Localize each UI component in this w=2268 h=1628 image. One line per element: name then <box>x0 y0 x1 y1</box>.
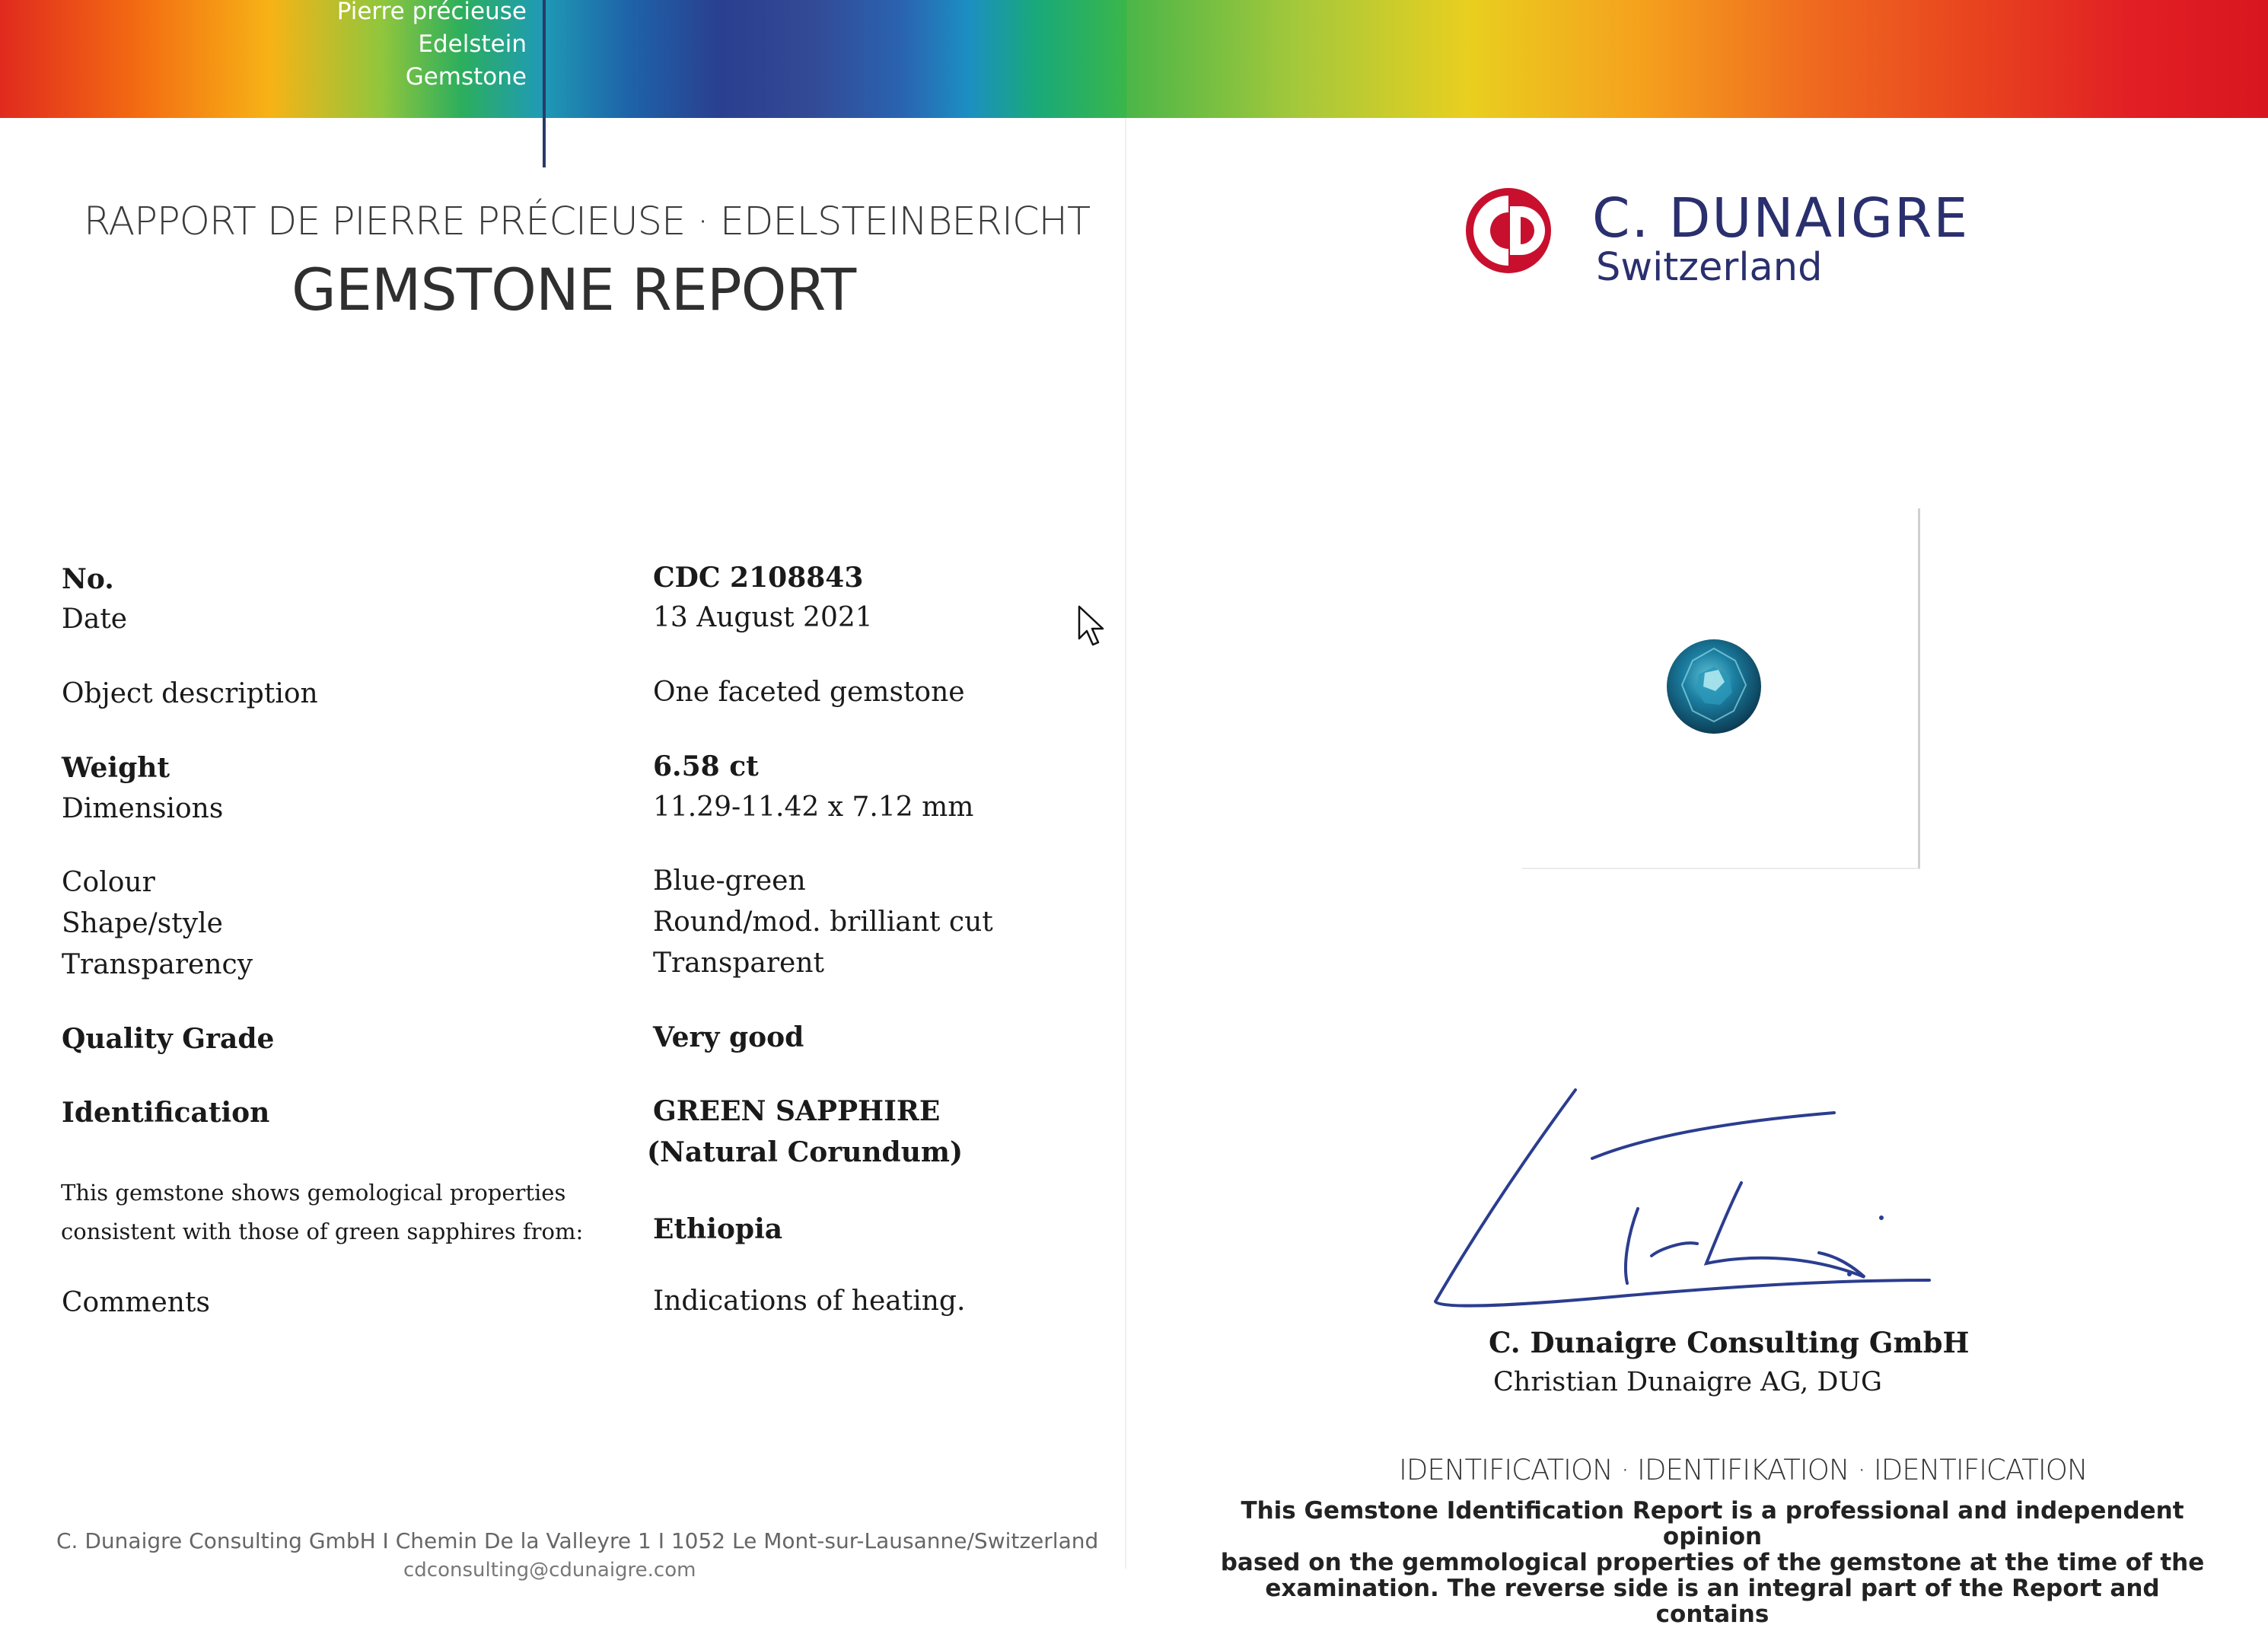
value-date: 13 August 2021 <box>653 602 873 633</box>
origin-note-line2: consistent with those of green sapphires from: <box>61 1219 584 1244</box>
band-word-gemstone: Gemstone <box>405 63 527 91</box>
rainbow-band-left <box>0 0 1126 118</box>
value-origin: Ethiopia <box>653 1213 783 1245</box>
value-identification: GREEN SAPPHIRE <box>653 1095 941 1127</box>
identification-header: IDENTIFICATION · IDENTIFIKATION · IDENTIFICATION <box>1399 1454 2088 1486</box>
value-identification-detail: (Natural Corundum) <box>647 1136 964 1168</box>
signature-company: C. Dunaigre Consulting GmbH <box>1489 1326 1970 1359</box>
disclaimer-line2: based on the gemmological properties of the gemstone at the time of the <box>1220 1549 2205 1576</box>
handwritten-signature <box>1423 1081 1941 1324</box>
gemstone-photo-icon <box>1665 638 1763 735</box>
signature-person: Christian Dunaigre AG, DUG <box>1493 1367 1882 1397</box>
band-word-edelstein: Edelstein <box>418 30 527 58</box>
value-weight: 6.58 ct <box>653 750 759 782</box>
disclaimer-text <box>1218 1498 2207 1627</box>
disclaimer-line1: This Gemstone Identification Report is a professional and independent opinion <box>1241 1497 2184 1550</box>
label-weight: Weight <box>62 752 170 784</box>
brand-name: C. DUNAIGRE <box>1592 186 1970 250</box>
report-title: GEMSTONE REPORT <box>291 256 856 323</box>
value-transparency: Transparent <box>653 948 825 979</box>
label-identification: Identification <box>62 1097 270 1129</box>
value-object: One faceted gemstone <box>653 677 965 708</box>
value-shape: Round/mod. brilliant cut <box>653 906 993 938</box>
page-fold <box>1125 118 1126 1569</box>
label-transparency: Transparency <box>62 949 253 980</box>
label-quality: Quality Grade <box>62 1023 275 1055</box>
origin-note-line1: This gemstone shows gemological properties <box>61 1180 566 1206</box>
label-colour: Colour <box>62 867 155 898</box>
footer-address: C. Dunaigre Consulting GmbH I Chemin De la Valleyre 1 I 1052 Le Mont-sur-Lausanne/Switzerland <box>56 1528 1099 1553</box>
value-dimensions: 11.29-11.42 x 7.12 mm <box>653 792 974 823</box>
band-word-pierre: Pierre précieuse <box>336 0 527 25</box>
value-no: CDC 2108843 <box>653 562 864 594</box>
band-divider <box>543 0 546 167</box>
label-comments: Comments <box>62 1287 210 1318</box>
rainbow-band-right <box>1126 0 2268 118</box>
label-date: Date <box>62 604 128 635</box>
label-no: No. <box>62 563 114 595</box>
value-quality: Very good <box>653 1021 804 1053</box>
label-object: Object description <box>62 678 318 709</box>
disclaimer-line3: examination. The reverse side is an integral part of the Report and contains <box>1265 1575 2160 1628</box>
label-dimensions: Dimensions <box>62 793 224 824</box>
value-comments: Indications of heating. <box>653 1286 966 1317</box>
label-shape: Shape/style <box>62 908 223 939</box>
brand-sub: Switzerland <box>1596 245 1823 290</box>
cd-logo-icon <box>1463 185 1558 276</box>
report-subtitle: RAPPORT DE PIERRE PRÉCIEUSE · EDELSTEINBERICHT <box>84 199 1091 244</box>
value-colour: Blue-green <box>653 865 806 897</box>
mouse-cursor-icon <box>1077 605 1107 648</box>
footer-email: cdconsulting@cdunaigre.com <box>403 1559 696 1582</box>
